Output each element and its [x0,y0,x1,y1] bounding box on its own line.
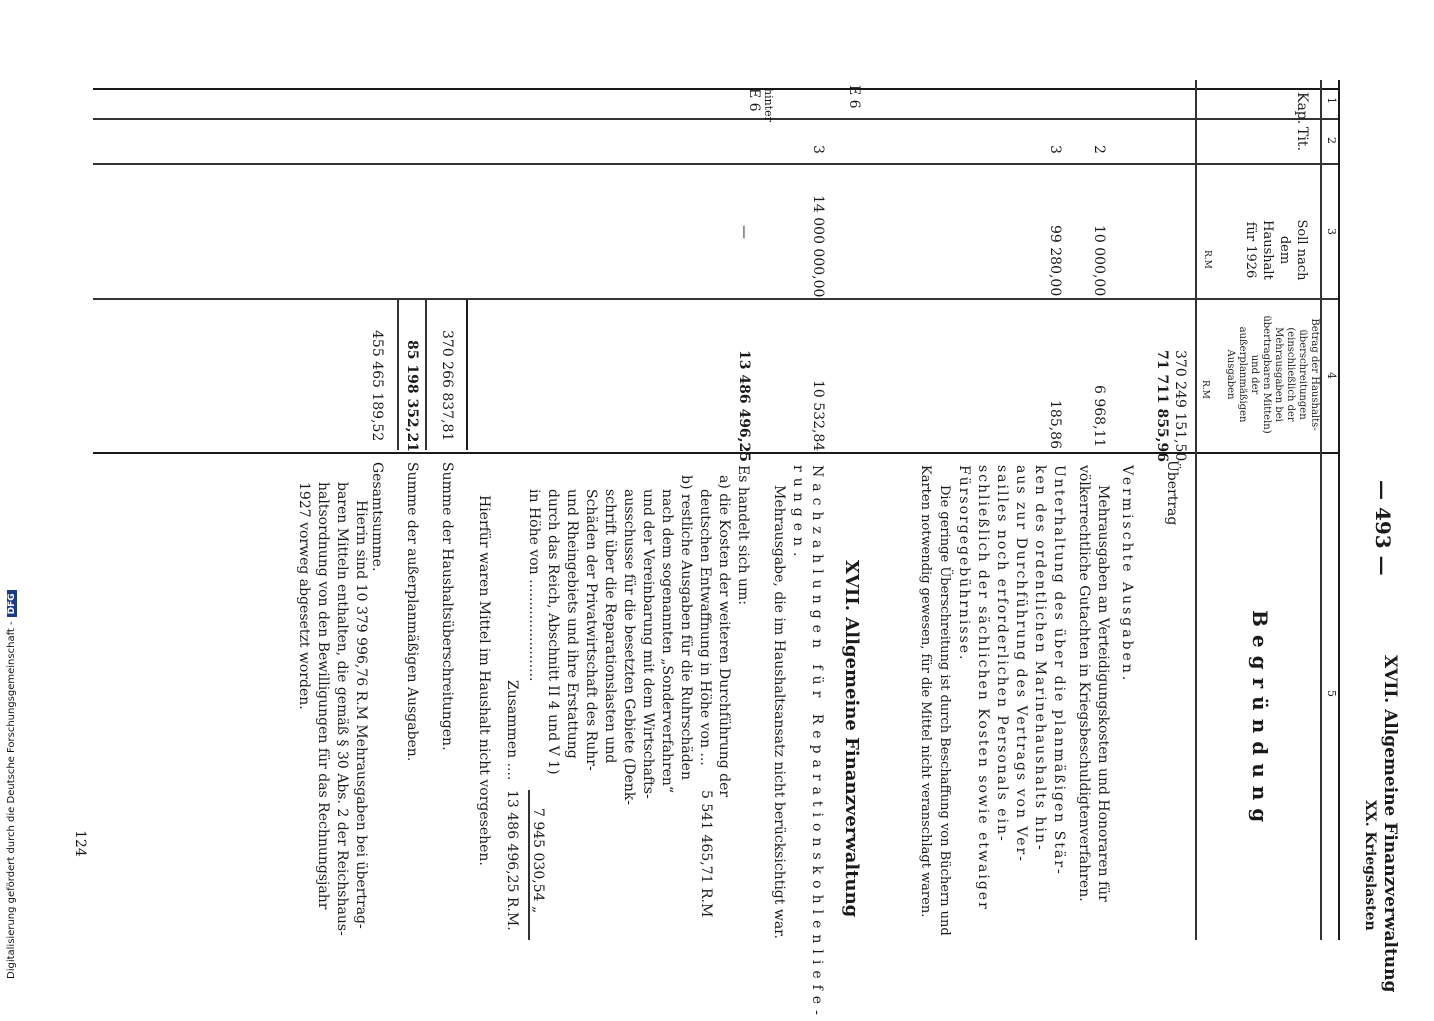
rep-tit: 3 [810,145,826,154]
rep-betrag: 10 532,84 [810,380,826,452]
uebertrag-label: Übertrag [1164,460,1180,526]
a-amount: 5 541 465,71 R.M [698,790,714,918]
col-number-1: 1 [1325,97,1338,104]
hinter-soll: — [736,225,752,239]
col-header-soll-unit: R.M [1202,250,1212,269]
b-amount: 7 945 030,54 „ [530,808,546,914]
zusammen-label: Zusammen .... [504,680,520,781]
total-label: Gesamtsumme. [369,462,385,572]
rep-soll: 14 000 000,00 [810,195,826,298]
verm-betrag: 6 968,11 [1091,385,1107,448]
verm-text: Mehrausgaben an Verteidigungskosten und Honoraren für völkerrechtliche Gutachten in Kriegsbeschuldigtenverfahren. [1076,465,1111,902]
zusammen-amount: 13 486 496,25 R.M. [504,790,520,931]
bottom-page-number: 124 [72,830,88,857]
page-number: — 493 — [1371,480,1395,576]
rep-text: Nachzahlungen für Reparationskohlenliefe- rungen. Mehrausgabe, die im Haushaltsansatz nicht berücksichtigt war. [771,465,825,1021]
col-header-kap: Kap. [1294,92,1310,125]
unt-tit: 3 [1047,145,1063,154]
sum2-label: Summe der außerplanmäßigen Ausgaben. [404,462,420,762]
verm-heading: Vermischte Ausgaben. [1119,465,1135,684]
col-header-soll: Soll nach dem Haushalt für 1926 [1243,219,1309,281]
unt-betrag: 185,86 [1047,400,1063,449]
col-rule-4 [93,452,1338,454]
subsection-title: XX. Kriegslasten [1362,800,1378,931]
dfg-logo: DFG [7,590,17,617]
sum1-label: Summe der Haushaltsüberschreitungen. [439,462,455,751]
col-rule-1 [93,118,1338,120]
header-right-rule [1195,80,1197,940]
numbering-rule [1320,80,1322,940]
kap-e6: E 6 [846,85,862,109]
table-top-rule [93,88,1338,90]
uebertrag-amount-b: 71 711 855,96 [1154,350,1170,463]
sum2-amount: 85 198 352,21 [404,340,420,453]
col-header-betrag: Betrag der Haushalts-überschreitungen (einschließlich der Mehrausgaben bei übertragbaren Mitteln) und der außerplanmäßigen Ausgaben [1225,315,1320,434]
digitization-credit [6,590,17,979]
hierfuer-text: Hierfür waren Mittel im Haushalt nicht vorgesehen. [476,495,492,866]
unt-soll: 99 280,00 [1047,225,1063,297]
hinter-betrag: 13 486 496,25 [736,350,752,463]
verm-tit: 2 [1091,145,1107,154]
sum-rule-2 [425,300,427,450]
detail-text: Es handelt sich um: a) die Kosten der weiteren Durchführung der deutschen Entwaffnung in Höhe von ... b) restliche Ausgaben für die Ruhrschäden nach dem sogenannten „Sonderverfahren“ und der Vereinbarung mit dem Wirtschafts- ausschusse für die besetzten Gebiete (Denk- schrift über die Reparationslasten und Schäden der Privatwirtschaft des Ruhr- und Rheingebiets und ihre Erstattung durch das Reich, Abschnitt II 4 und V 1) in Höhe von ....................... [526,465,751,805]
col-number-3: 3 [1325,228,1338,235]
sum-rule-1 [466,300,468,450]
unt-text: Unterhaltung des über die planmäßigen Stär- ken des ordentlichen Marinehaushalts hin- aus zur Durchführung des Vertrags von Ver- sailles noch erforderlichen Personals ein- schließlich der sächlichen Kosten sowie etwaiger Fürsorgegebührnisse. Die geringe Überschreitung ist durch Beschaffung von Büchern und Karten notwendig gewesen, für die Mittel nicht veranschlagt waren. [918,465,1067,936]
sum1-amount: 370 266 837,81 [439,330,455,442]
col-number-4: 4 [1325,372,1338,379]
col-header-betrag-unit: R.M [1200,380,1210,399]
total-amount: 455 465 189,52 [369,330,385,442]
hinter-kap: E 6 [746,88,762,112]
verm-soll: 10 000,00 [1091,225,1107,297]
col-rule-2 [93,163,1338,165]
hinter-label: hinter [762,88,775,122]
uebertrag-amount-a: 370 249 151,50 [1172,350,1188,462]
note-text: Hierin sind 10 379 996,76 R.M Mehrausgaben bei übertrag- baren Mitteln enthalten, die gemäß § 30 Abs. 2 der Reichshaus- haltsordnung von den Bewilligungen für das Rechnungsjahr 1927 vorweg abgesetzt worden. [296,482,369,936]
col-rule-3 [93,298,1338,300]
col-number-5: 5 [1325,690,1338,697]
credit-text: Digitalisierung gefördert durch die Deutsche Forschungsgemeinschaft - [6,621,17,979]
section-title: XVII. Allgemeine Finanzverwaltung [1380,655,1400,993]
sum-rule-3 [397,300,399,450]
col-header-begruendung: Begründung [1248,610,1272,831]
header-left-rule [1338,80,1340,940]
xvii-heading: XVII. Allgemeine Finanzverwaltung [841,560,862,918]
col-number-2: 2 [1325,137,1338,144]
col-header-tit: Tit. [1294,127,1310,151]
